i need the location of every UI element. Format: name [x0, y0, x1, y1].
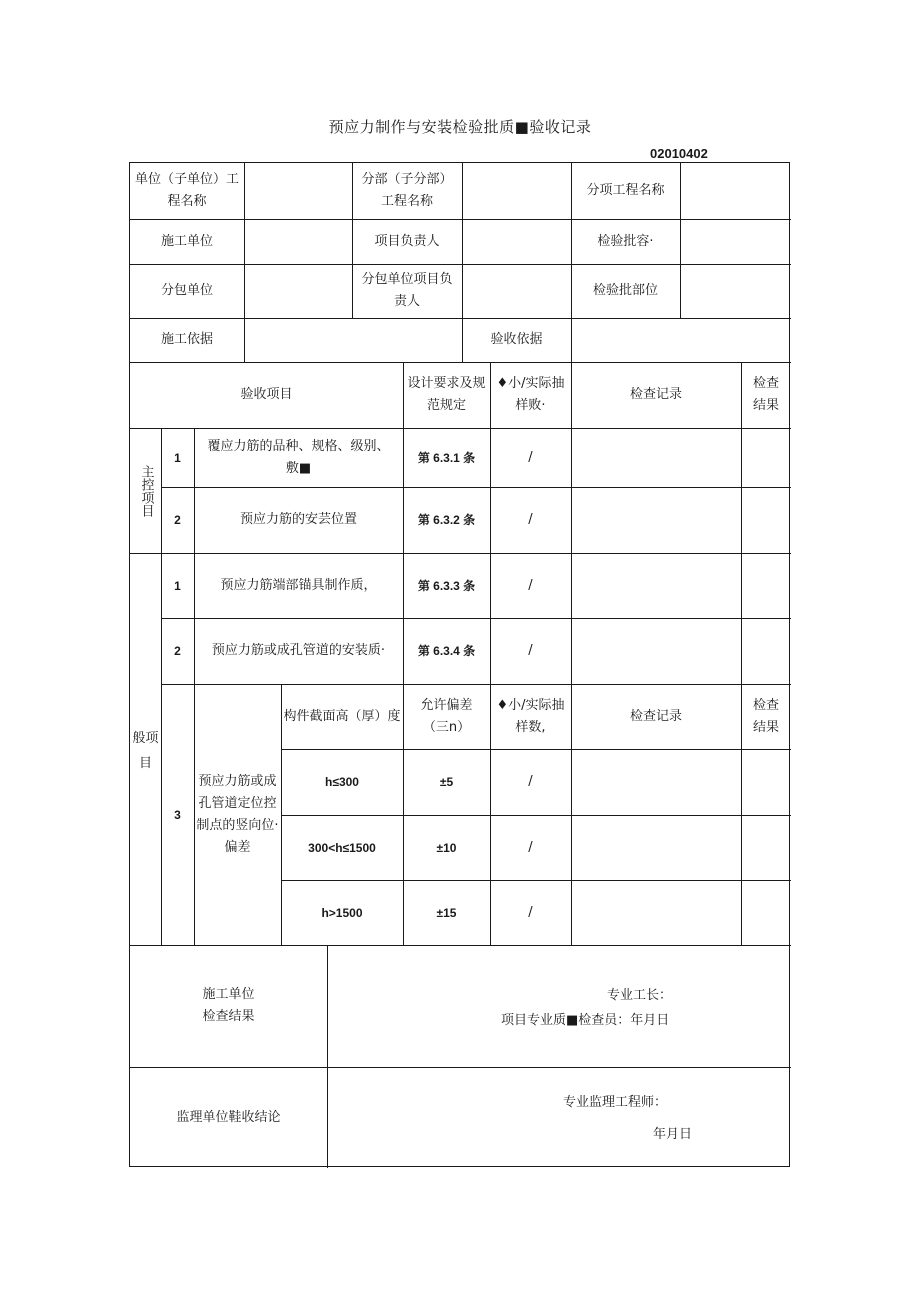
general-item-1-spec: 第 6.3.3 条 [417, 578, 476, 593]
subcontractor-label: 分包单位 [160, 283, 213, 298]
sub-project-manager-label: 分包单位项目负责人 [361, 272, 453, 309]
rule [327, 945, 328, 1168]
general-item-1-no: 1 [174, 578, 181, 593]
foreman-signature: 专业工长： [607, 988, 673, 1003]
main-item-1-spec: 第 6.3.1 条 [417, 450, 476, 465]
general-item-2-spec: 第 6.3.4 条 [417, 644, 476, 658]
sub-project-name-label: 分部（子分部）工程名称 [361, 172, 453, 209]
project-manager-label: 项目负责人 [374, 233, 440, 249]
unit-project-name-label: 单位（子单位）工程名称 [134, 172, 239, 209]
general-item-2-name: 预应力筋或成孔管道的安装质· [211, 643, 386, 658]
item-project-name-label: 分项工程名称 [586, 183, 665, 198]
main-item-2-sample: / [528, 512, 533, 527]
tolerance-row-2: ±10 [436, 840, 457, 855]
supervision-conclusion-label: 监理单位鞋收结论 [176, 1109, 281, 1125]
document-title: 预应力制作与安装检验批质■验收记录 [328, 118, 592, 136]
result-header: 检查结果 [752, 697, 779, 735]
main-control-label: 主控项目 [138, 464, 154, 517]
rule [462, 163, 463, 318]
quality-inspector-signature: 项目专业质■检查员：年月日 [501, 1013, 670, 1028]
rule [244, 163, 245, 318]
sample-row-3: / [528, 904, 533, 920]
main-item-1-name: 覆应力筋的品种、规格、级别、敷■ [207, 438, 390, 476]
construction-unit-label: 施工单位 [160, 233, 213, 249]
general-item-2-sample: / [528, 643, 533, 658]
general-item-3-name: 预应力筋或成孔管道定位控制点的竖向位·偏差 [196, 773, 279, 855]
acceptance-item-header: 验收项目 [240, 387, 293, 402]
rule [571, 362, 572, 945]
construction-basis-label: 施工依据 [160, 332, 213, 347]
rule [741, 362, 742, 945]
supervisor-signature: 专业监理工程师： [563, 1095, 668, 1110]
tolerance-header: 允许偏差（三n） [420, 697, 473, 735]
general-item-2-no: 2 [174, 644, 181, 658]
section-height-header: 构件截面高（厚）度 [283, 708, 401, 724]
construction-check-result-label: 施工单位检查结果 [202, 987, 255, 1024]
range-row-1: h≤300 [325, 775, 359, 789]
min-sample-header: ♦小/实际抽样败· [496, 376, 565, 413]
tolerance-row-1: ±5 [439, 775, 454, 789]
rule [244, 318, 245, 362]
design-requirement-header: 设计要求及规范规定 [407, 376, 486, 413]
general-item-1-sample: / [528, 577, 533, 593]
main-item-2-name: 预应力筋的安芸位置 [239, 512, 357, 527]
supervisor-date: 年月日 [653, 1127, 693, 1142]
sample-row-2: / [528, 839, 533, 855]
main-item-1-sample: / [528, 449, 533, 465]
sample-row-1: / [528, 774, 533, 789]
sample-count-header: ♦小/实际抽样数, [496, 697, 565, 735]
general-label-1: 般项 [132, 731, 159, 746]
rule [571, 318, 572, 362]
range-row-2: 300<h≤1500 [308, 840, 376, 855]
tolerance-row-3: ±15 [436, 905, 457, 920]
general-item-1-name: 预应力筋端部锚具制作质， [220, 577, 377, 593]
form-code: 02010402 [650, 146, 708, 161]
general-label-2: 目 [138, 756, 152, 771]
main-item-2-spec: 第 6.3.2 条 [417, 513, 476, 527]
inspection-result-header: 检查结果 [752, 376, 779, 413]
batch-capacity-label: 检验批容· [597, 233, 654, 249]
general-item-3-no: 3 [174, 807, 181, 822]
acceptance-basis-label: 验收依据 [490, 332, 543, 347]
main-item-2-no: 2 [174, 513, 181, 527]
inspection-table [129, 162, 790, 1167]
main-item-1-no: 1 [174, 450, 181, 465]
rule [680, 163, 681, 318]
inspection-record-header: 检查记录 [629, 387, 682, 402]
record-header: 检查记录 [629, 708, 682, 724]
range-row-3: h>1500 [321, 905, 363, 920]
batch-location-label: 检验批部位 [592, 283, 658, 298]
